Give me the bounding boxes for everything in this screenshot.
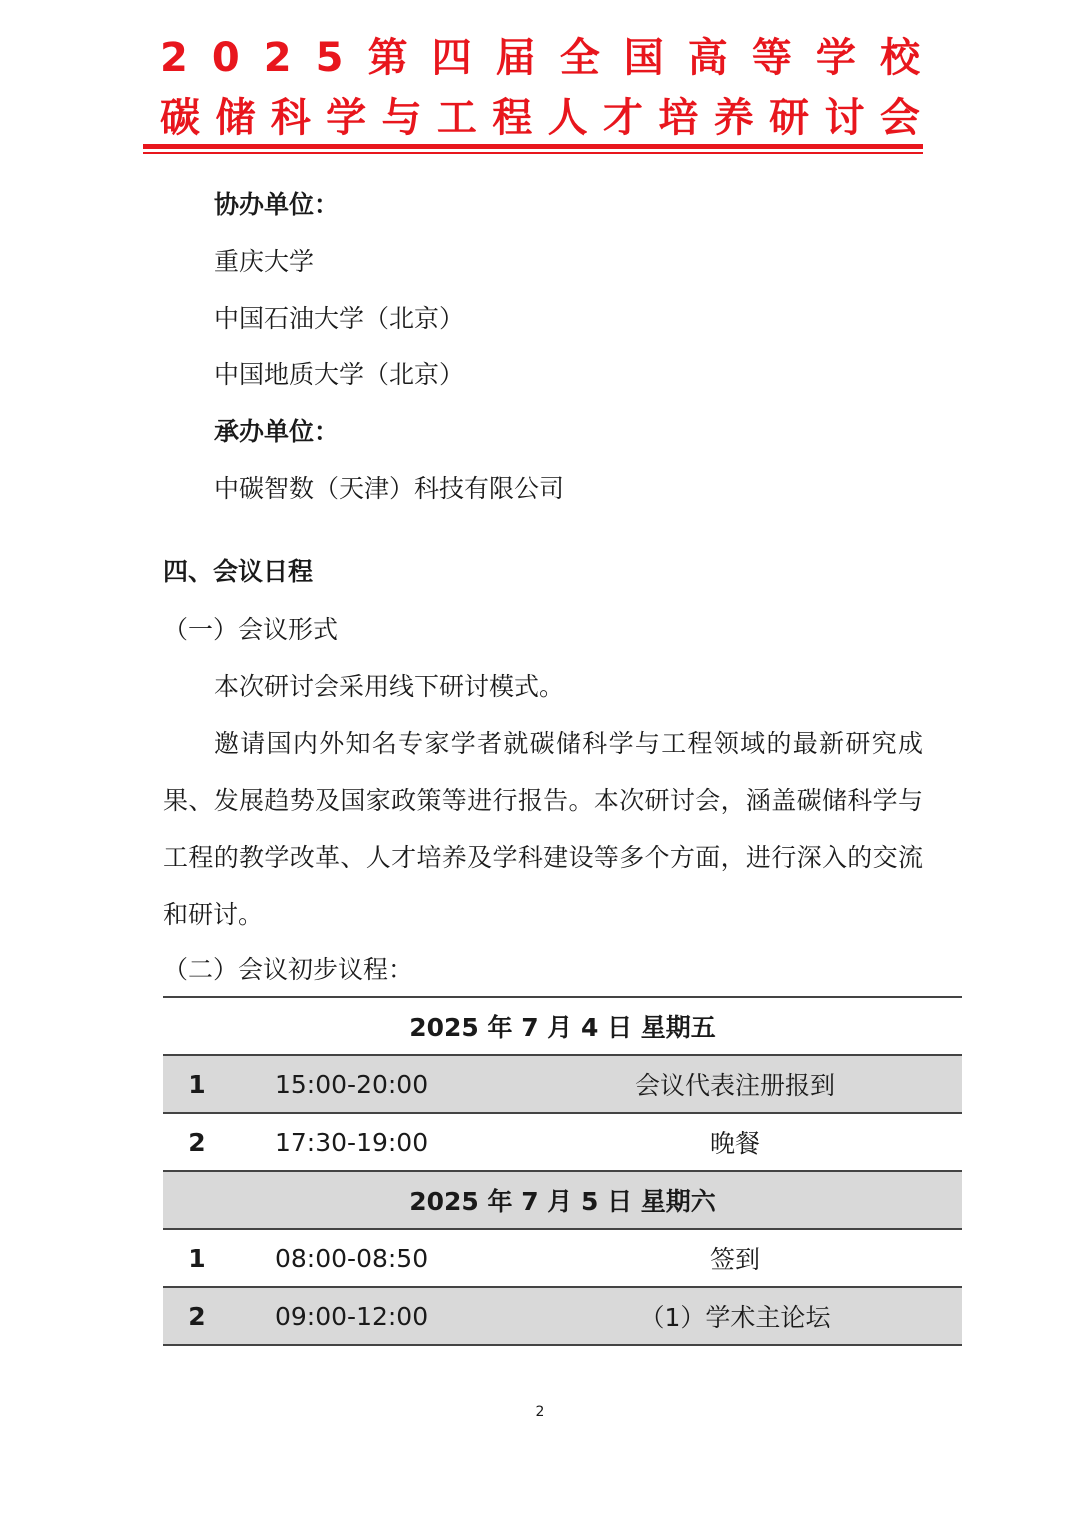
section-heading: 四、会议日程 bbox=[163, 557, 314, 586]
row-number: 2 bbox=[163, 1287, 231, 1345]
paragraph: 本次研讨会采用线下研讨模式。 bbox=[214, 672, 565, 701]
title-char: 5 bbox=[315, 35, 344, 81]
title-char: 届 bbox=[495, 35, 536, 81]
title-char: 研 bbox=[769, 95, 810, 141]
row-time: 17:30-19:00 bbox=[231, 1113, 508, 1171]
title-char: 0 bbox=[211, 35, 240, 81]
organizer-item: 中碳智数（天津）科技有限公司 bbox=[214, 474, 565, 503]
title-char: 高 bbox=[687, 35, 728, 81]
schedule-day-row bbox=[163, 1171, 962, 1229]
title-char: 国 bbox=[623, 35, 664, 81]
table-row bbox=[163, 1287, 962, 1345]
schedule-day-label: 2025 年 7 月 5 日 星期六 bbox=[163, 1171, 962, 1229]
co-organizer-item: 重庆大学 bbox=[214, 247, 315, 276]
table-row bbox=[163, 1229, 962, 1287]
schedule-table bbox=[163, 996, 962, 1346]
schedule-day-label: 2025 年 7 月 4 日 星期五 bbox=[163, 997, 962, 1055]
subsection-heading: （二）会议初步议程： bbox=[163, 955, 414, 984]
section-body bbox=[163, 658, 923, 943]
document-title-line-2 bbox=[160, 94, 920, 142]
row-event: 会议代表注册报到 bbox=[508, 1055, 962, 1113]
table-row bbox=[163, 1113, 962, 1171]
subsection-heading: （一）会议形式 bbox=[163, 615, 339, 644]
header-rule-thick bbox=[143, 144, 923, 149]
row-event: 晚餐 bbox=[508, 1113, 962, 1171]
title-char: 等 bbox=[751, 35, 792, 81]
row-time: 08:00-08:50 bbox=[231, 1229, 508, 1287]
header-rule-thin bbox=[143, 152, 923, 154]
title-char: 学 bbox=[326, 95, 367, 141]
title-char: 校 bbox=[879, 35, 920, 81]
page-number: 2 bbox=[535, 1404, 545, 1420]
title-char: 培 bbox=[658, 95, 699, 141]
row-number: 2 bbox=[163, 1113, 231, 1171]
title-char: 程 bbox=[492, 95, 533, 141]
title-char: 讨 bbox=[824, 95, 865, 141]
title-char: 养 bbox=[713, 95, 754, 141]
organizer-heading: 承办单位： bbox=[214, 417, 340, 446]
title-char: 会 bbox=[879, 95, 920, 141]
paragraph: 邀请国内外知名专家学者就碳储科学与工程领域的最新研究成果、发展趋势及国家政策等进行报告。本次研讨会，涵盖碳储科学与工程的教学改革、人才培养及学科建设等多个方面，进行深入的交流和研讨。 bbox=[163, 729, 923, 929]
co-organizer-item: 中国地质大学（北京） bbox=[214, 360, 465, 389]
row-event: （1）学术主论坛 bbox=[508, 1287, 962, 1345]
title-char: 碳 bbox=[160, 95, 200, 141]
row-number: 1 bbox=[163, 1055, 231, 1113]
title-char: 人 bbox=[547, 95, 588, 141]
schedule-day-row bbox=[163, 997, 962, 1055]
title-char: 储 bbox=[215, 95, 256, 141]
title-char: 2 bbox=[160, 35, 188, 81]
title-char: 2 bbox=[263, 35, 292, 81]
title-char: 学 bbox=[815, 35, 856, 81]
title-char: 全 bbox=[559, 35, 600, 81]
row-time: 09:00-12:00 bbox=[231, 1287, 508, 1345]
row-time: 15:00-20:00 bbox=[231, 1055, 508, 1113]
co-organizers-heading: 协办单位： bbox=[214, 190, 340, 219]
title-char: 才 bbox=[603, 95, 643, 141]
row-number: 1 bbox=[163, 1229, 231, 1287]
document-title-line-1 bbox=[160, 34, 920, 82]
title-char: 与 bbox=[381, 95, 422, 141]
title-char: 四 bbox=[431, 35, 472, 81]
row-event: 签到 bbox=[508, 1229, 962, 1287]
co-organizer-item: 中国石油大学（北京） bbox=[214, 304, 465, 333]
title-char: 科 bbox=[270, 95, 311, 141]
title-char: 工 bbox=[436, 95, 477, 141]
table-row bbox=[163, 1055, 962, 1113]
title-char: 第 bbox=[367, 35, 408, 81]
